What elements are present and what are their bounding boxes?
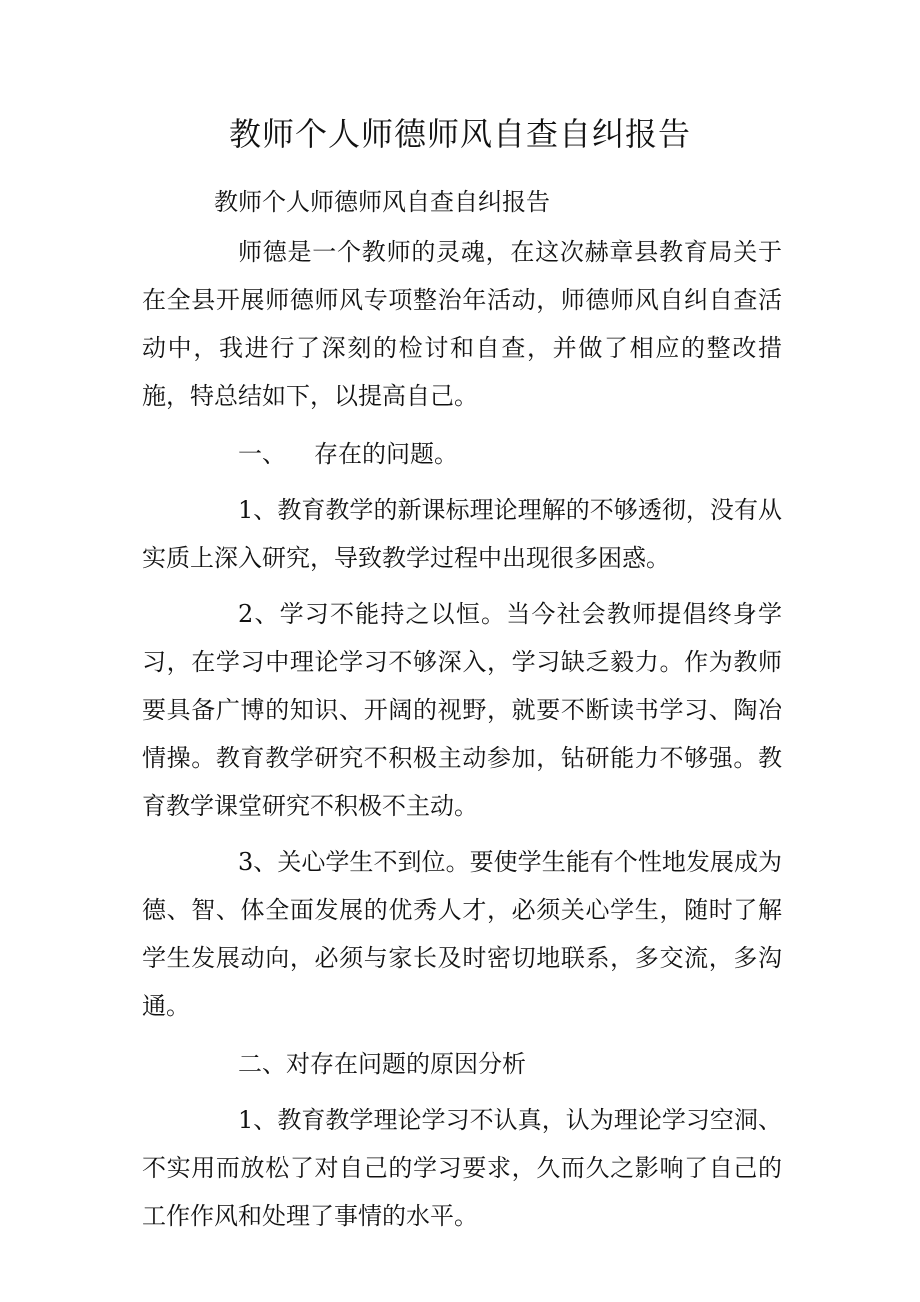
document-subtitle: 教师个人师德师风自查自纠报告 — [214, 188, 550, 216]
intro-paragraph: 师德是一个教师的灵魂，在这次赫章县教育局关于在全县开展师德师风专项整治年活动，师德师风自纠自查活动中，我进行了深刻的检讨和自查，并做了相应的整改措施，特总结如下，以提高自己。 — [142, 238, 782, 410]
document-title: 教师个人师德师风自查自纠报告 — [228, 115, 691, 153]
section-1-heading — [142, 430, 782, 478]
document-body — [142, 228, 782, 1240]
section-1-number: 一、 — [238, 440, 286, 468]
section-1-item-2: 2、学习不能持之以恒。当今社会教师提倡终身学习，在学习中理论学习不够深入，学习缺乏毅力。作为教师要具备广博的知识、开阔的视野，就要不断读书学习、陶冶情操。教育教学研究不积极主动参加，钻研能力不够强。教育教学课堂研究不积极不主动。 — [142, 600, 782, 820]
section-1-item-3: 3、关心学生不到位。要使学生能有个性地发展成为德、智、体全面发展的优秀人才，必须关心学生，随时了解学生发展动向，必须与家长及时密切地联系，多交流，多沟通。 — [142, 848, 782, 1020]
section-1-item-1: 1、教育教学的新课标理论理解的不够透彻，没有从实质上深入研究，导致教学过程中出现很多困惑。 — [142, 496, 782, 572]
section-2-item-1: 1、教育教学理论学习不认真，认为理论学习空洞、不实用而放松了对自己的学习要求，久而久之影响了自己的工作作风和处理了事情的水平。 — [142, 1106, 782, 1230]
section-2-heading: 二、对存在问题的原因分析 — [238, 1050, 526, 1078]
section-1-heading-text: 存在的问题。 — [314, 440, 458, 468]
